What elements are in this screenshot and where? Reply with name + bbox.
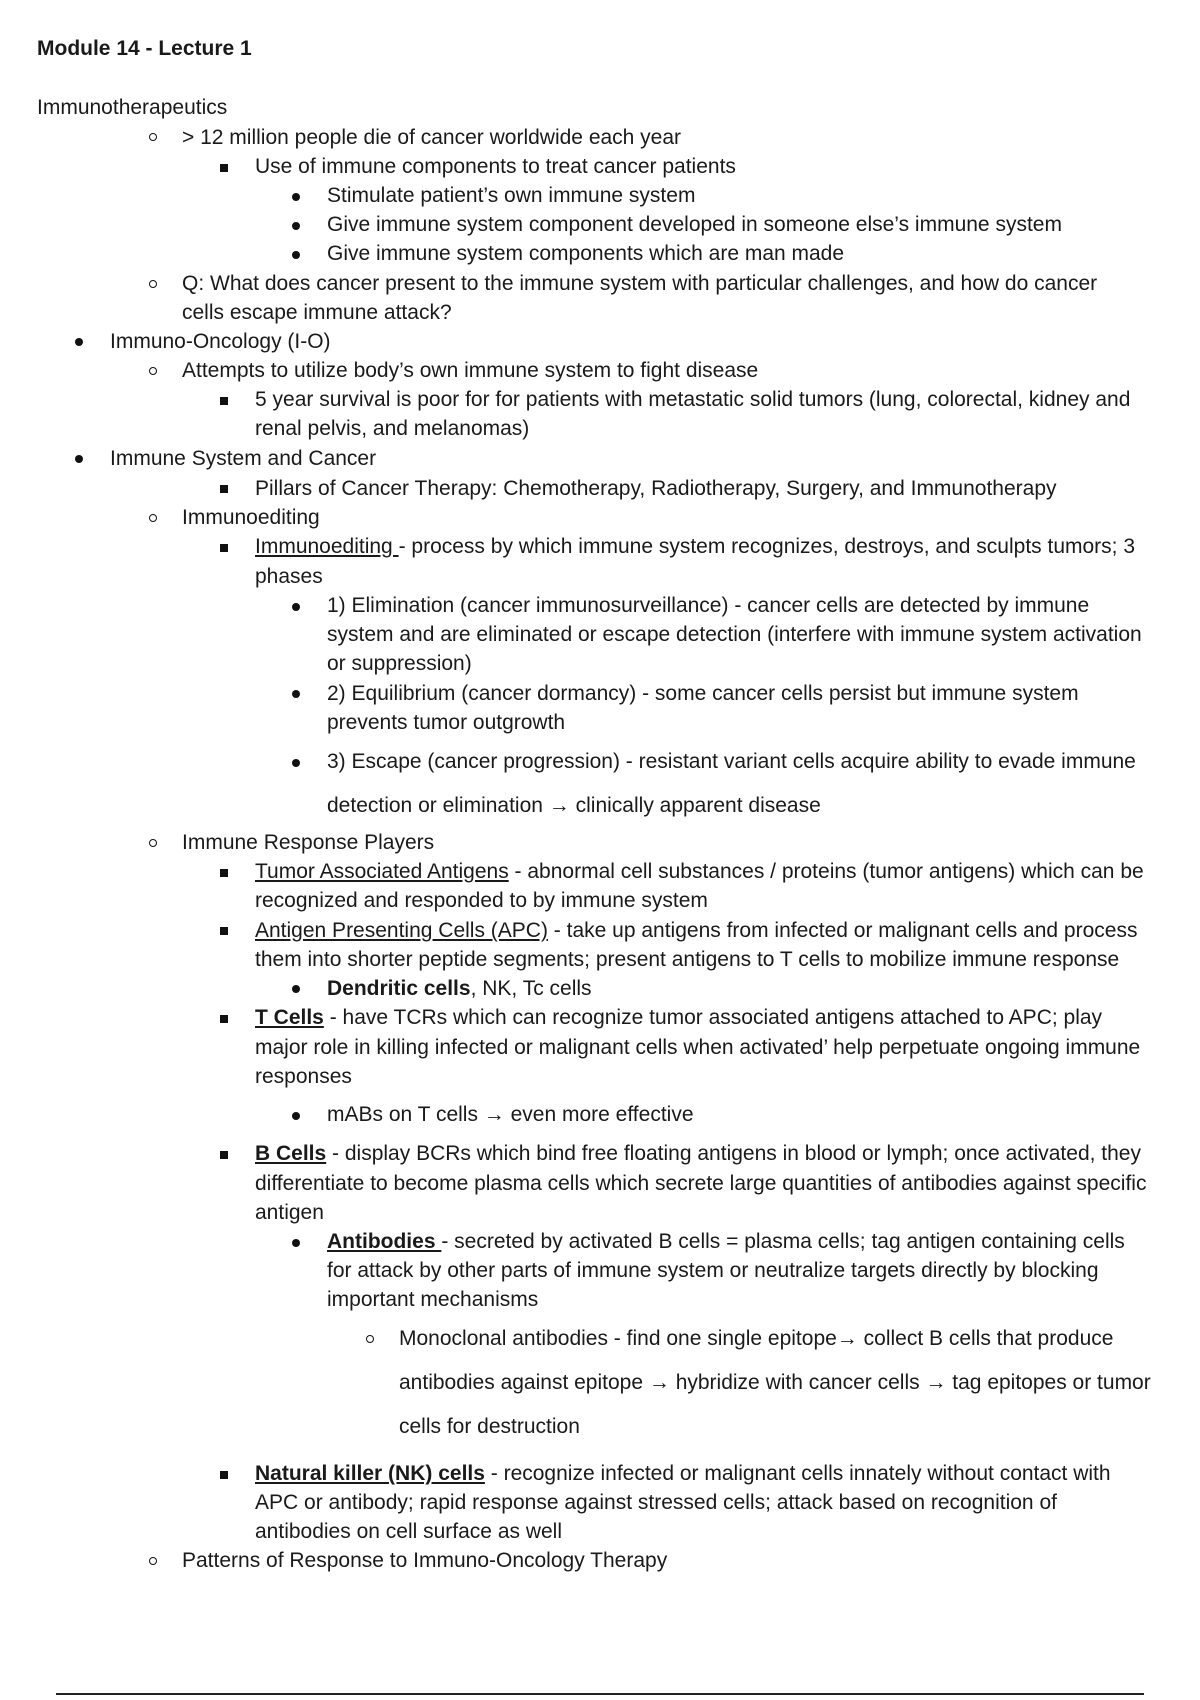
list-item-continuation: detection or elimination → clinically apparent disease <box>327 794 821 817</box>
definition-text: - process by which immune system recognizes, destroys, and sculpts tumors; 3 <box>398 535 1136 558</box>
list-item-continuation: recognized and responded to by immune system <box>255 889 708 912</box>
term-dendritic-cells: Dendritic cells <box>327 977 471 1000</box>
list-item-continuation: antigen <box>255 1201 324 1224</box>
dot-bullet <box>292 193 300 201</box>
list-item: Stimulate patient’s own immune system <box>327 184 696 207</box>
definition-text: - display BCRs which bind free floating antigens in blood or lymph; once activated, they <box>326 1142 1141 1165</box>
list-item <box>255 1004 1102 1032</box>
list-item <box>327 1228 1125 1256</box>
square-bullet <box>220 164 228 172</box>
term-antibodies: Antibodies <box>327 1230 442 1253</box>
square-bullet <box>220 1151 228 1159</box>
list-item: mABs on T cells → even more effective <box>327 1103 694 1126</box>
hollow-circle-bullet <box>149 839 157 847</box>
list-item: Patterns of Response to Immuno-Oncology Therapy <box>182 1549 668 1572</box>
square-bullet <box>220 1015 228 1023</box>
square-bullet <box>220 544 228 552</box>
term-immunoediting: Immunoediting <box>255 535 399 558</box>
list-item-continuation: or suppression) <box>327 652 472 675</box>
list-item: 1) Elimination (cancer immunosurveillance) - cancer cells are detected by immune <box>327 594 1090 617</box>
definition-text: - take up antigens from infected or malignant cells and process <box>547 919 1138 942</box>
definition-text: - secreted by activated B cells = plasma cells; tag antigen containing cells <box>441 1230 1125 1253</box>
list-item: Use of immune components to treat cancer patients <box>255 155 736 178</box>
definition-text: , NK, Tc cells <box>470 977 592 1000</box>
list-item-continuation: major role in killing infected or malignant cells when activated’ help perpetuate ongoing immune <box>255 1036 1141 1059</box>
dot-bullet <box>75 338 83 346</box>
list-item: 3) Escape (cancer progression) - resistant variant cells acquire ability to evade immune <box>327 750 1136 773</box>
list-item-continuation: responses <box>255 1065 352 1088</box>
square-bullet <box>220 397 228 405</box>
dot-bullet <box>292 690 300 698</box>
list-item <box>255 1140 1141 1168</box>
list-item <box>327 975 592 1003</box>
list-item-continuation: important mechanisms <box>327 1288 539 1311</box>
list-item-continuation: APC or antibody; rapid response against stressed cells; attack based on recognition of <box>255 1491 1057 1514</box>
hollow-circle-bullet <box>149 514 157 522</box>
definition-text: - abnormal cell substances / proteins (tumor antigens) which can be <box>508 860 1144 883</box>
list-item <box>255 917 1137 945</box>
list-item: > 12 million people die of cancer worldwide each year <box>182 126 682 149</box>
dot-bullet <box>292 222 300 230</box>
term-b-cells: B Cells <box>255 1142 327 1165</box>
hollow-circle-bullet <box>149 133 157 141</box>
square-bullet <box>220 869 228 877</box>
square-bullet <box>220 485 228 493</box>
square-bullet <box>220 1471 228 1479</box>
section-heading: Immunotherapeutics <box>37 96 228 119</box>
term-tumor-associated-antigens: Tumor Associated Antigens <box>255 860 509 883</box>
hollow-circle-bullet <box>149 1557 157 1565</box>
list-item-continuation: differentiate to become plasma cells which secrete large quantities of antibodies against specific <box>255 1172 1147 1195</box>
list-item: 5 year survival is poor for for patients with metastatic solid tumors (lung, colorectal, kidney and <box>255 388 1131 411</box>
list-item <box>255 1460 1111 1488</box>
dot-bullet <box>292 603 300 611</box>
list-item-continuation: phases <box>255 565 323 588</box>
list-item <box>255 533 1135 561</box>
list-item: Q: What does cancer present to the immune system with particular challenges, and how do cancer <box>182 272 1098 295</box>
list-item: Immuno-Oncology (I-O) <box>110 330 331 353</box>
hollow-circle-bullet <box>366 1335 374 1343</box>
dot-bullet <box>75 455 83 463</box>
list-item-continuation: renal pelvis, and melanomas) <box>255 417 530 440</box>
bottom-divider <box>56 1693 1144 1695</box>
definition-text: - recognize infected or malignant cells innately without contact with <box>484 1462 1111 1485</box>
term-nk-cells: Natural killer (NK) cells <box>255 1462 485 1485</box>
dot-bullet <box>292 759 300 767</box>
list-item: Give immune system component developed in someone else’s immune system <box>327 213 1062 236</box>
term-t-cells: T Cells <box>255 1006 324 1029</box>
term-antigen-presenting-cells: Antigen Presenting Cells (APC) <box>255 919 548 942</box>
list-item: Immunoediting <box>182 506 320 529</box>
list-item-continuation: antibodies on cell surface as well <box>255 1520 563 1543</box>
list-item-continuation: antibodies against epitope → hybridize with cancer cells → tag epitopes or tumor <box>399 1371 1151 1394</box>
definition-text: - have TCRs which can recognize tumor associated antigens attached to APC; play <box>323 1006 1103 1029</box>
list-item-continuation: them into shorter peptide segments; present antigens to T cells to mobilize immune response <box>255 948 1120 971</box>
hollow-circle-bullet <box>149 367 157 375</box>
square-bullet <box>220 927 228 935</box>
dot-bullet <box>292 251 300 259</box>
list-item-continuation: prevents tumor outgrowth <box>327 711 566 734</box>
hollow-circle-bullet <box>149 280 157 288</box>
list-item-continuation: cells for destruction <box>399 1415 580 1438</box>
list-item: Pillars of Cancer Therapy: Chemotherapy, Radiotherapy, Surgery, and Immunotherapy <box>255 477 1057 500</box>
list-item: Immune System and Cancer <box>110 447 377 470</box>
dot-bullet <box>292 1239 300 1247</box>
list-item <box>255 858 1144 886</box>
page-title: Module 14 - Lecture 1 <box>37 37 252 60</box>
list-item: Give immune system components which are man made <box>327 242 845 265</box>
list-item: Immune Response Players <box>182 831 435 854</box>
list-item: 2) Equilibrium (cancer dormancy) - some cancer cells persist but immune system <box>327 682 1079 705</box>
dot-bullet <box>292 1112 300 1120</box>
list-item: Attempts to utilize body’s own immune system to fight disease <box>182 359 759 382</box>
list-item: Monoclonal antibodies - find one single epitope→ collect B cells that produce <box>399 1327 1114 1350</box>
list-item-continuation: cells escape immune attack? <box>182 301 452 324</box>
dot-bullet <box>292 985 300 993</box>
list-item-continuation: for attack by other parts of immune system or neutralize targets directly by blocking <box>327 1259 1099 1282</box>
list-item-continuation: system and are eliminated or escape detection (interfere with immune system activation <box>327 623 1142 646</box>
